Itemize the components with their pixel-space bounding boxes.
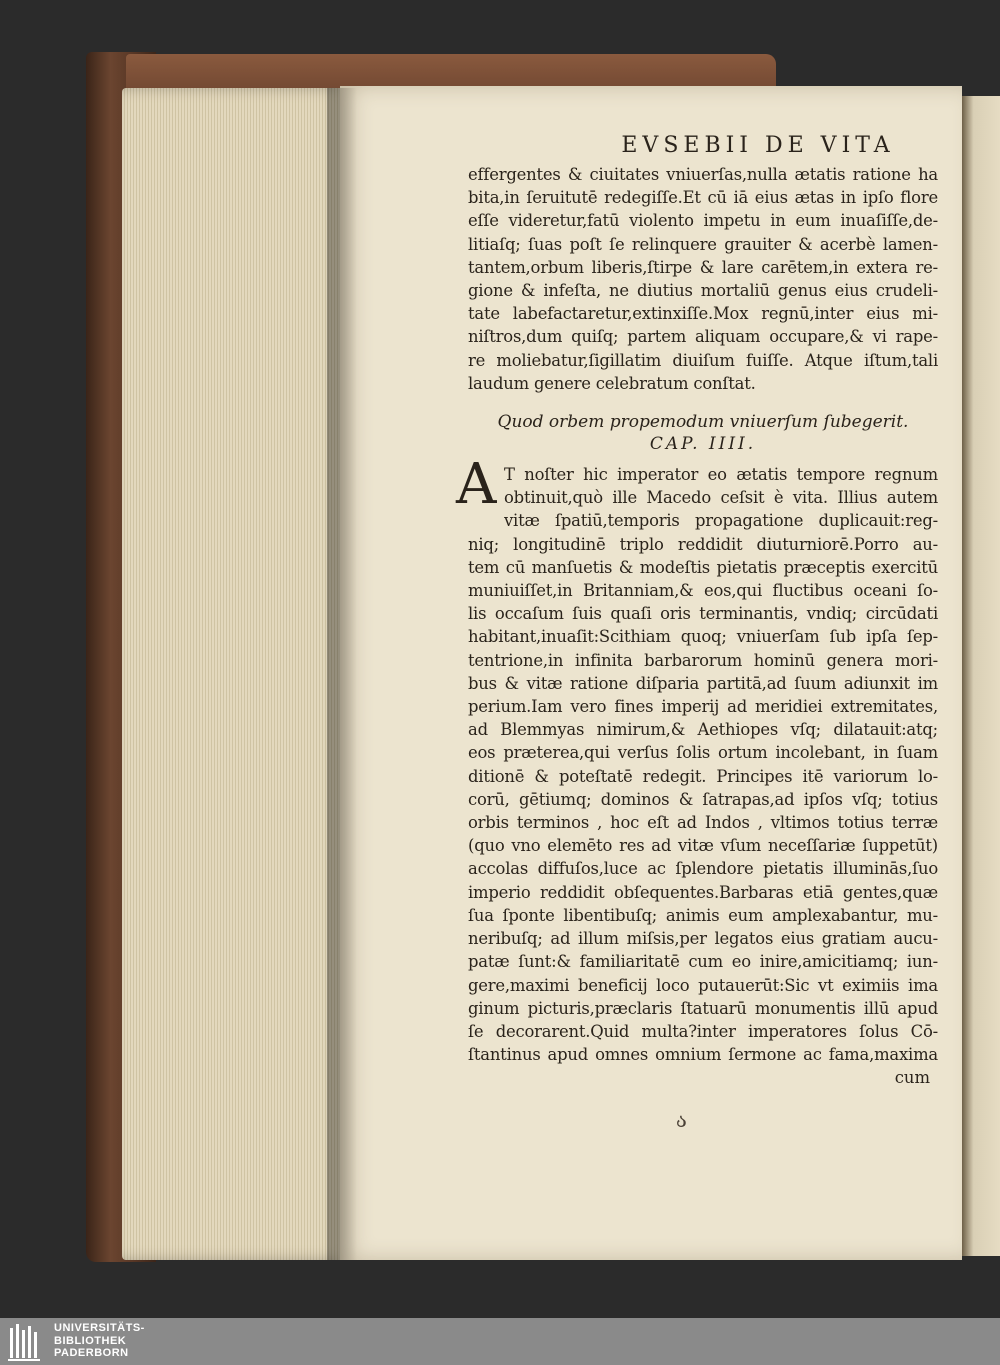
library-name	[54, 1322, 145, 1360]
text-line: vitæ ſpatiū,temporis propagatione duplicauit:reg-	[504, 511, 938, 531]
catchword: cum	[894, 1068, 930, 1088]
text-line: ſua ſponte libentibuſq; animis eum amplexabantur, mu-	[468, 905, 938, 925]
text-line: ginum picturis,præclaris ſtatuarū monumentis illū apud	[468, 998, 938, 1018]
opening-lines	[468, 463, 938, 533]
text-line: effergentes & ciuitates vniuerſas,nulla ætatis ratione ha	[468, 165, 938, 184]
drop-initial: A	[456, 452, 497, 518]
running-head: EVSEBII DE VITA	[621, 133, 895, 158]
library-name-line: BIBLIOTHEK	[54, 1334, 127, 1347]
text-line: re moliebatur,ſigillatim diuiſum fuiſſe. Atque iſtum,tali	[468, 350, 938, 370]
text-line: tem cū manſuetis & modeſtis pietatis præceptis exercitū	[468, 557, 938, 577]
page-block-edges	[122, 88, 344, 1260]
chapter-title: Quod orbem propemodum vniuerſum ſubegerit.	[497, 412, 909, 433]
text-line: ſtantinus apud omnes omnium ſermone ac fama,maxima	[468, 1045, 938, 1065]
page-text	[456, 133, 938, 1090]
text-line: obtinuit,quò ille Macedo ceſsit è vita. Illius autem	[504, 488, 938, 508]
text-line: lis occaſum ſuis quaſi oris terminantis, vndiq; circūdati	[468, 604, 938, 624]
text-line: litiaſq; ſuas poſt ſe relinquere grauiter & acerbè lamen-	[468, 234, 938, 254]
chapter-paragraph	[468, 533, 938, 1067]
text-line: ad Blemmyas nimirum,& Aethiopes vſq; dilatauit:atq;	[468, 720, 938, 740]
library-name-line: PADERBORN	[54, 1347, 129, 1359]
text-line: niſtros,dum quiſq; partem aliquam occupare,& vi rape-	[468, 327, 938, 347]
text-line: tantem,orbum liberis,ſtirpe & lare carētem,in extera re-	[468, 257, 938, 277]
text-line: muniuiſſet,in Britanniam,& eos,qui fluctibus oceani ſo-	[468, 581, 938, 601]
text-line: ditionē & poteſtatē redegit. Principes itē variorum lo-	[468, 766, 938, 786]
text-line: niq; longitudinē triplo reddidit diuturniorē.Porro au-	[468, 534, 938, 554]
text-line: orbis terminos , hoc eſt ad Indos , vltimos totius terræ	[468, 813, 938, 833]
facing-page-edge	[962, 96, 1000, 1256]
text-line: gere,maximi beneficij loco putauerūt:Sic vt eximiis ima	[468, 975, 938, 995]
text-line: patæ ſunt:& familiaritatē cum eo inire,amicitiamq; iun-	[468, 952, 938, 972]
text-line: eos præterea,qui verſus ſolis ortum incolebant, in ſuam	[468, 743, 938, 763]
text-line: perium.Iam vero fines imperij ad meridiei extremitates,	[468, 697, 938, 717]
text-line: T noſter hic imperator eo ætatis tempore regnum	[504, 465, 938, 485]
text-line: tentrione,in infinita barbarorum hominū genera mori-	[468, 650, 938, 670]
ink-mark: ა	[676, 1108, 687, 1132]
text-line: laudum genere celebratum conſtat.	[468, 373, 756, 393]
chapter-number: CAP. IIII.	[649, 434, 757, 455]
text-line: bita,in ſeruitutē redegiſſe.Et cū iā eius ætas in ipſo flore	[468, 188, 938, 208]
text-line: corū, gētiumq; dominos & ſatrapas,ad ipſos vſq; totius	[468, 789, 938, 809]
text-line: imperio reddidit obſequentes.Barbaras etiā gentes,quæ	[468, 882, 938, 902]
text-line: habitant,inuaſit:Scithiam quoq; vniuerſam ſub ipſa ſep-	[468, 627, 938, 647]
text-line: bus & vitæ ratione diſparia partitā,ad ſuum adiunxit im	[468, 673, 938, 693]
text-line: neribuſq; ad illum miſsis,per legatos eius gratiam aucu-	[468, 929, 938, 949]
text-line: eſſe videretur,fatū violento impetu in eum inuaſiſſe,de-	[468, 211, 938, 231]
text-line: tate labefactaretur,extinxiſſe.Mox regnū,inter eius mi-	[468, 304, 938, 324]
spine-shadow	[327, 88, 357, 1260]
library-footer	[0, 1318, 1000, 1365]
text-line: (quo vno elemēto res ad vitæ vſum neceſſariæ ſuppetūt)	[468, 836, 938, 856]
library-name-line: UNIVERSITÄTS-	[54, 1322, 145, 1334]
text-line: ſe decorarent.Quid multa?inter imperatores ſolus Cō-	[468, 1021, 938, 1041]
text-line: gione & infeſta, ne diutius mortaliū genus eius crudeli-	[468, 281, 938, 301]
text-line: accolas diffuſos,luce ac ſplendore pietatis illuminās,ſuo	[468, 859, 938, 879]
chapter-opening	[456, 452, 938, 533]
paragraph-continuation	[468, 163, 938, 395]
library-logo-icon	[6, 1322, 46, 1362]
